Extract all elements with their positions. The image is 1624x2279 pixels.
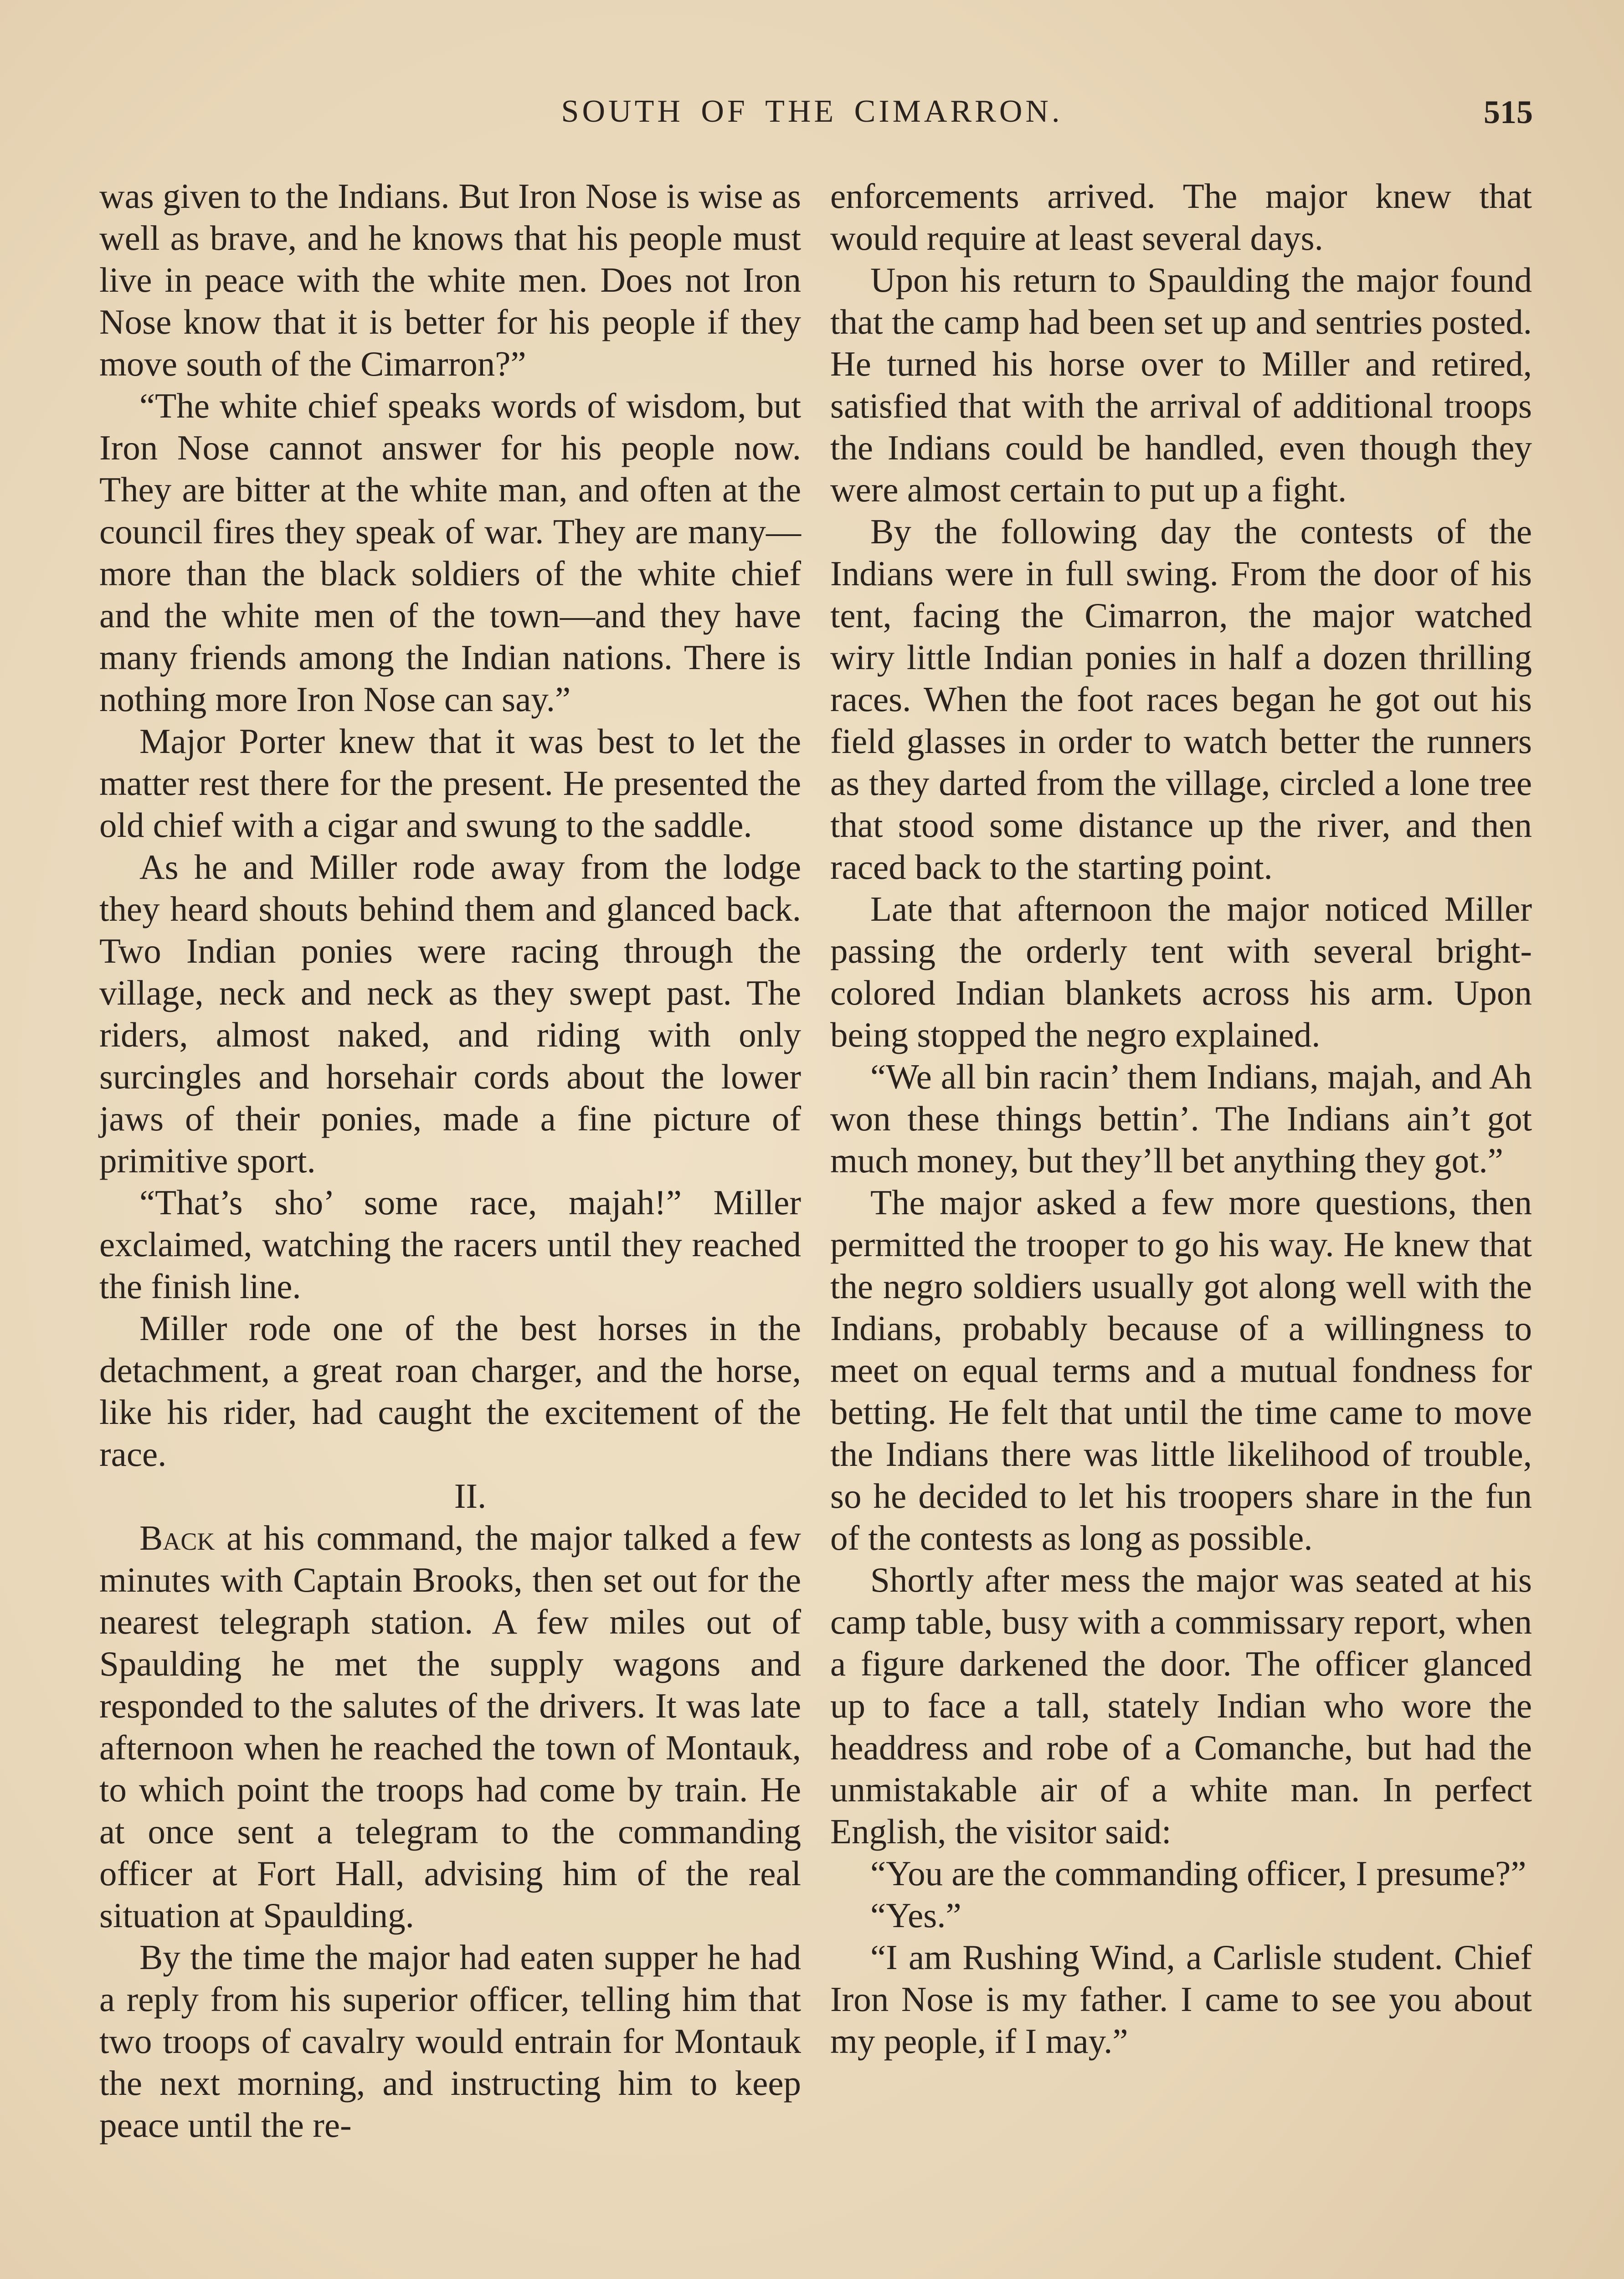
paragraph: “Yes.” <box>870 1896 961 1935</box>
paragraph: As he and Miller rode away from the lodge they heard shouts behind them and glanced back. Two Indian ponies were racing through the village, neck and neck as they swept past. The riders, almost naked, and riding with only surcingles and horsehair cords about the lower jaws of their ponies, made a fine picture of primitive sport. <box>99 847 801 1180</box>
section-lead-word: Back <box>139 1518 215 1557</box>
paragraph: enforcements arrived. The major knew that would require at least several days. <box>830 176 1532 258</box>
paragraph: The major asked a few more questions, then permitted the trooper to go his way. He knew that the negro soldiers usually got along well with the Indians, probably because of a willingness to meet on equal terms and a mutual fondness for betting. He felt that until the time came to move the Indians there was little likelihood of trouble, so he decided to let his troopers share in the fun of the contests as long as possible. <box>830 1183 1532 1557</box>
paragraph: Upon his return to Spaulding the major found that the camp had been set up and sentries posted. He turned his horse over to Miller and retired, satisfied that with the arrival of additional troops the Indians could be handled, even though they were almost certain to put up a fight. <box>830 260 1532 509</box>
section-heading: II. <box>454 1476 487 1516</box>
paragraph: Shortly after mess the major was seated at his camp table, busy with a commissary report, when a figure darkened the door. The officer glanced up to face a tall, stately Indian who wore the headdress and robe of a Comanche, but had the unmistakable air of a white man. In perfect English, the visitor said: <box>830 1560 1532 1851</box>
paragraph <box>99 1517 801 1936</box>
page-number: 515 <box>1484 94 1533 130</box>
paragraph: By the following day the contests of the Indians were in full swing. From the door of his tent, facing the Cimarron, the major watched wiry little Indian ponies in half a dozen thrilling races. When the foot races began he got out his field glasses in order to watch better the runners as they darted from the village, circled a lone tree that stood some distance up the river, and then raced back to the starting point. <box>830 512 1532 887</box>
running-head: SOUTH OF THE CIMARRON. <box>561 94 1063 129</box>
page-header <box>91 93 1533 144</box>
paragraph: “I am Rushing Wind, a Carlisle student. Chief Iron Nose is my father. I came to see you about my people, if I may.” <box>830 1938 1532 2061</box>
right-column <box>830 175 1532 2062</box>
paragraph: Late that afternoon the major noticed Miller passing the orderly tent with several bright-colored Indian blankets across his arm. Upon being stopped the negro explained. <box>830 889 1532 1054</box>
paragraph: By the time the major had eaten supper he had a reply from his superior officer, telling him that two troops of cavalry would entrain for Montauk the next morning, and instructing him to keep peace until the re- <box>99 1938 801 2145</box>
paragraph: “You are the commanding officer, I presume?” <box>870 1854 1526 1893</box>
paragraph: “The white chief speaks words of wisdom, but Iron Nose cannot answer for his people now. They are bitter at the white man, and often at the council fires they speak of war. They are many—more than the black soldiers of the white chief and the white men of the town—and they have many friends among the Indian nations. There is nothing more Iron Nose can say.” <box>99 386 801 719</box>
paragraph: Major Porter knew that it was best to let the matter rest there for the present. He presented the old chief with a cigar and swung to the saddle. <box>99 722 801 845</box>
left-column <box>99 175 801 2146</box>
paragraph-text: at his command, the major talked a few minutes with Captain Brooks, then set out for the nearest telegraph station. A few miles out of Spaulding he met the supply wagons and responded to the salutes of the drivers. It was late afternoon when he reached the town of Montauk, to which point the troops had come by train. He at once sent a telegram to the commanding officer at Fort Hall, advising him of the real situation at Spaulding. <box>99 1518 801 1935</box>
paragraph: “We all bin racin’ them Indians, majah, and Ah won these things bettin’. The Indians ain’t got much money, but they’ll bet anything they got.” <box>830 1057 1532 1180</box>
paragraph: “That’s sho’ some race, majah!” Miller exclaimed, watching the racers until they reached the finish line. <box>99 1183 801 1306</box>
paragraph: Miller rode one of the best horses in the detachment, a great roan charger, and the horse, like his rider, had caught the excitement of the race. <box>99 1309 801 1474</box>
paragraph: was given to the Indians. But Iron Nose is wise as well as brave, and he knows that his people must live in peace with the white men. Does not Iron Nose know that it is better for his people if they move south of the Cimarron?” <box>99 176 801 383</box>
